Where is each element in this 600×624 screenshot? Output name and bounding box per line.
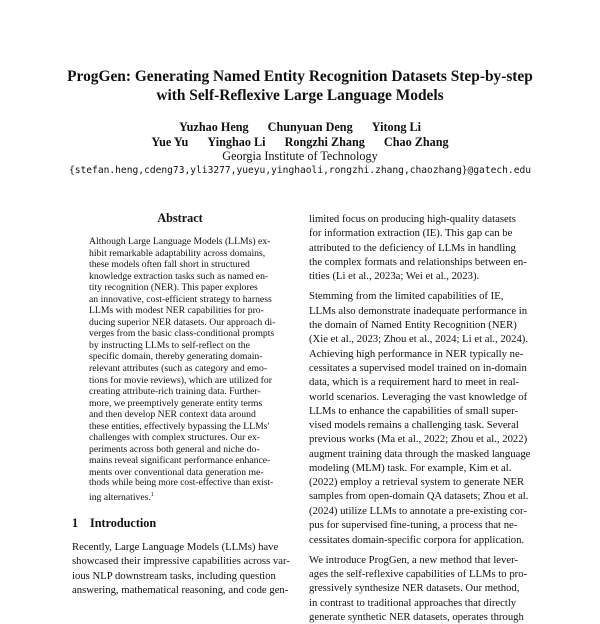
- body-line: vised models remains a challenging task. Several: [309, 419, 519, 432]
- body-line: data, which is a requirement hard to meet in real-: [309, 376, 520, 389]
- abstract-heading: Abstract: [157, 211, 203, 225]
- body-line: limited focus on producing high-quality datasets: [309, 213, 516, 225]
- abstract-line: knowledge extraction tasks such as named en-: [89, 270, 269, 282]
- abstract-line: these models often fall short in structured: [89, 259, 250, 271]
- body-line: the domain of Named Entity Recognition (NER): [309, 319, 517, 332]
- abstract-line: these entities, effectively bypassing the LLMs': [89, 420, 270, 432]
- abstract-line: ducing superior NER datasets. Our approach di-: [89, 316, 276, 328]
- body-line: Stemming from the limited capabilities of IE,: [309, 290, 504, 303]
- body-line: showcased their impressive capabilities across var-: [72, 555, 290, 568]
- author-row: [40, 120, 560, 135]
- author-name: Rongzhi Zhang: [284, 135, 365, 149]
- body-line: augment training data through the masked language: [309, 447, 531, 460]
- body-line: modeling (MLM) task. For example, Kim et al.: [309, 462, 512, 475]
- abstract-body: [89, 236, 275, 502]
- footnote-mark: 1: [150, 492, 154, 499]
- abstract-line: periments across both general and niche do-: [89, 443, 260, 455]
- title-line: with Self-Reflexive Large Language Models: [156, 87, 444, 104]
- abstract-line: challenges with complex structures. Our ex-: [89, 432, 261, 444]
- body-line: Achieving high performance in NER typically ne-: [309, 347, 524, 360]
- body-line: attributed to the deficiency of LLMs in handling: [309, 241, 516, 254]
- body-line: for information extraction (IE). This gap can be: [309, 227, 513, 240]
- section-title: Introduction: [90, 516, 157, 530]
- body-line: cessitates domain-specific corpora for application.: [309, 533, 525, 546]
- abstract-line: by instructing LLMs to self-reflect on the: [89, 339, 250, 351]
- body-line: ious NLP downstream tasks, including question: [72, 569, 276, 582]
- abstract-line: more, we preemptively generate entity terms: [89, 397, 263, 409]
- title-line: ProgGen: Generating Named Entity Recognition Datasets Step-by-step: [67, 68, 533, 85]
- author-name: Chao Zhang: [383, 135, 449, 149]
- body-line: LLMs also demonstrate inadequate performance in: [309, 304, 528, 317]
- body-line: (2022) employ a retrieval system to generate NER: [309, 476, 525, 489]
- body-line: pus for supervised fine-tuning, a process that ne-: [309, 519, 518, 532]
- section-heading: [72, 516, 292, 531]
- author-name: Yitong Li: [371, 120, 422, 134]
- author-row: [40, 135, 560, 150]
- abstract-line: and then develop NER context data around: [89, 409, 256, 421]
- abstract-line: specific domain, thereby generating domain-: [89, 351, 263, 363]
- author-list: [40, 120, 560, 150]
- author-name: Chunyuan Deng: [267, 120, 353, 134]
- author-name: Yinghao Li: [207, 135, 266, 149]
- abstract-line: thods while being more cost-effective than exist-: [89, 478, 274, 489]
- abstract-line: tions for movie reviews), which are utilized for: [89, 374, 272, 386]
- author-name: Yue Yu: [151, 135, 189, 149]
- body-line: previous works (Ma et al., 2022; Zhou et al., 2022): [309, 433, 528, 446]
- abstract-line: tity recognition (NER). This paper explores: [89, 282, 258, 294]
- section-number: 1: [72, 516, 79, 530]
- abstract-line: ments over conventional data generation me-: [89, 466, 264, 478]
- body-line: the complex formats and relationships between en-: [309, 255, 527, 268]
- abstract-line: LLMs with modest NER capabilities for pro-: [89, 305, 264, 317]
- body-line: cessitates a supervised model trained on in-domain: [309, 361, 527, 374]
- right-column-text: [309, 212, 531, 624]
- body-line: Recently, Large Language Models (LLMs) have: [72, 541, 279, 553]
- abstract-line-text: ing alternatives.: [89, 492, 151, 504]
- body-line: world scenarios. Leveraging the vast knowledge of: [309, 390, 528, 403]
- abstract-line: hibit remarkable adaptability across domains,: [89, 247, 266, 259]
- abstract-line: [89, 490, 275, 502]
- abstract-line: an innovative, cost-efficient strategy to harness: [89, 293, 272, 305]
- body-line: generate synthetic NER datasets, operates through: [309, 611, 524, 624]
- abstract-line: Although Large Language Models (LLMs) ex-: [89, 236, 271, 247]
- body-line: tities (Li et al., 2023a; Wei et al., 2023).: [309, 270, 480, 283]
- abstract-line: verges from the basic class-conditional prompts: [89, 328, 275, 340]
- abstract-line: relevant attributes (such as category and emo-: [89, 363, 268, 375]
- body-line: (Xie et al., 2023; Zhou et al., 2024; Li et al., 2024).: [309, 333, 529, 346]
- abstract-line: mains reveal significant performance enhance-: [89, 455, 271, 467]
- body-line: gressively synthesize NER datasets. Our method,: [309, 582, 520, 595]
- body-line: in contrast to traditional approaches that directly: [309, 596, 517, 609]
- paper-title: [40, 67, 560, 105]
- abstract-line: creating attribute-rich training data. Further-: [89, 386, 261, 398]
- body-line: ages the self-reflexive capabilities of LLMs to pro-: [309, 568, 528, 581]
- affiliation: Georgia Institute of Technology: [222, 149, 378, 163]
- body-line: samples from open-domain QA datasets; Zhou et al.: [309, 490, 529, 502]
- author-emails: {stefan.heng,cdeng73,yli3277,yueyu,yinghaoli,rongzhi.zhang,chaozhang}@gatech.edu: [68, 165, 532, 176]
- body-line: We introduce ProgGen, a new method that lever-: [309, 553, 519, 566]
- author-name: Yuzhao Heng: [178, 120, 249, 134]
- body-line: answering, mathematical reasoning, and code gen-: [72, 583, 289, 596]
- body-line: (2024) utilize LLMs to annotate a pre-existing cor-: [309, 504, 527, 517]
- body-line: LLMs to enhance the capabilities of small super-: [309, 404, 519, 417]
- intro-left-text: [72, 540, 294, 597]
